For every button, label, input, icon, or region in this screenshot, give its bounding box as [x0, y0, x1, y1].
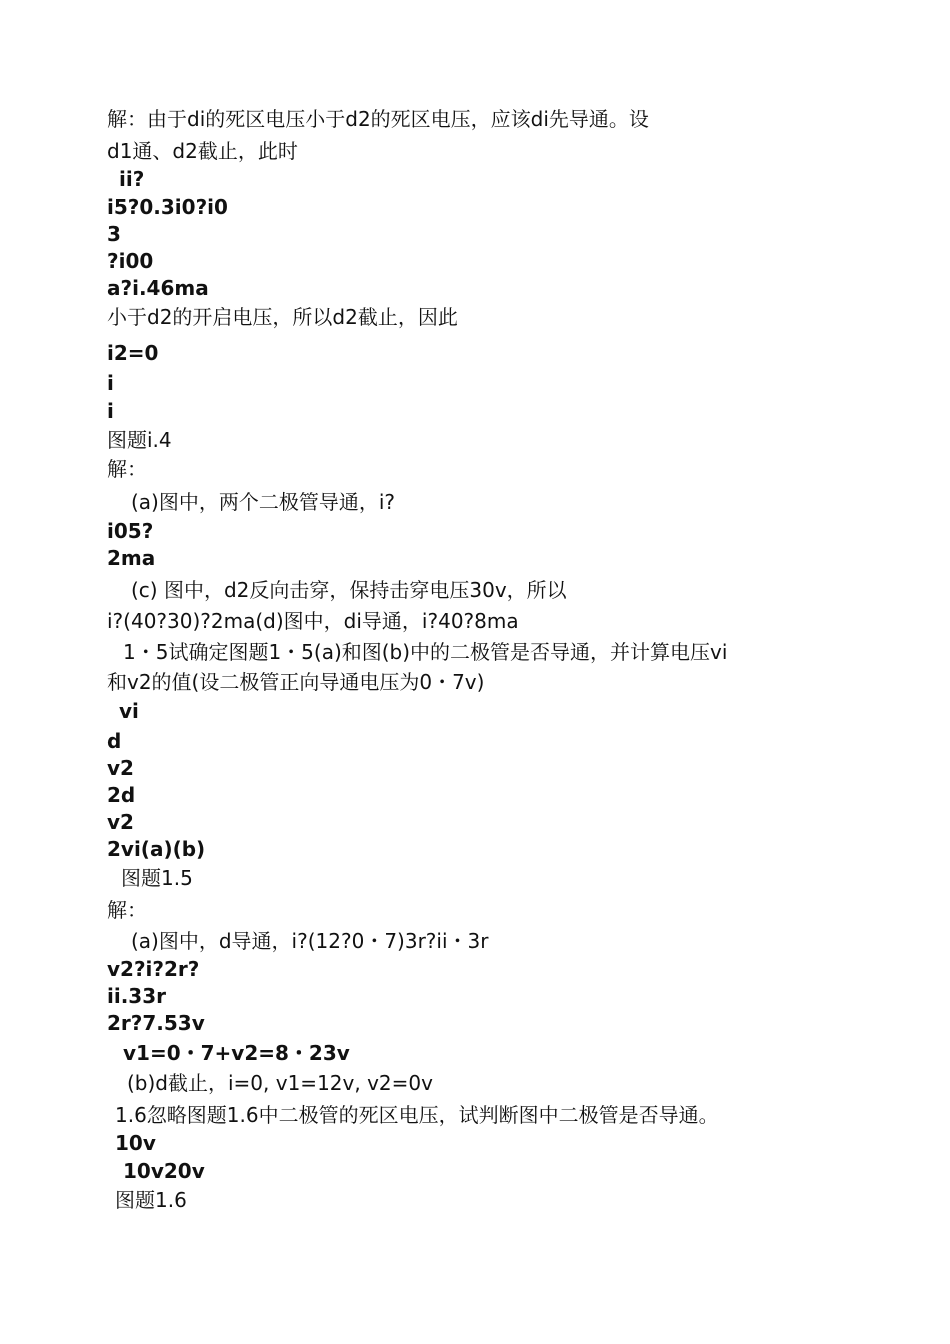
- text-line: ii.33r: [107, 984, 167, 1008]
- text-line: (a)图中，d导通，i?(12?0・7)3r?ii・3r: [131, 929, 489, 953]
- text-line: (a)图中，两个二极管导通，i?: [131, 490, 396, 514]
- text-line: 解：: [107, 457, 147, 481]
- text-line: 解：由于di的死区电压小于d2的死区电压，应该di先导通。设: [107, 107, 649, 131]
- text-line: a?i.46ma: [107, 276, 209, 300]
- text-line: 和v2的值(设二极管正向导通电压为0・7v): [107, 670, 485, 694]
- text-line: 2ma: [107, 546, 156, 570]
- text-line: i: [107, 371, 114, 395]
- text-line: i05?: [107, 519, 154, 543]
- text-line: i2=0: [107, 341, 159, 365]
- text-line: ?i00: [107, 249, 154, 273]
- text-line: 10v: [115, 1131, 156, 1155]
- text-line: 1・5试确定图题1・5(a)和图(b)中的二极管是否导通，并计算电压vi: [123, 640, 728, 664]
- text-line: i: [107, 399, 114, 423]
- text-line: 1.6忽略图题1.6中二极管的死区电压，试判断图中二极管是否导通。: [115, 1103, 719, 1127]
- figure-caption: 图题1.6: [115, 1188, 187, 1212]
- text-line: 10v20v: [123, 1159, 205, 1183]
- figure-caption: 图题i.4: [107, 428, 172, 452]
- text-line: d1通、d2截止，此时: [107, 139, 298, 163]
- text-line: i?(40?30)?2ma(d)图中，di导通，i?40?8ma: [107, 609, 519, 633]
- text-line: 2r?7.53v: [107, 1011, 205, 1035]
- text-line: i5?0.3i0?i0: [107, 195, 228, 219]
- text-line: v2: [107, 810, 134, 834]
- text-line: (c) 图中，d2反向击穿，保持击穿电压30v，所以: [131, 578, 567, 602]
- text-line: 2d: [107, 783, 136, 807]
- text-line: 解：: [107, 898, 147, 922]
- text-line: 3: [107, 222, 121, 246]
- text-line: d: [107, 729, 122, 753]
- text-line: 小于d2的开启电压，所以d2截止，因此: [107, 305, 458, 329]
- figure-caption: 图题1.5: [121, 866, 193, 890]
- text-line: (b)d截止，i=0, v1=12v, v2=0v: [127, 1071, 433, 1095]
- text-line: v2?i?2r?: [107, 957, 200, 981]
- text-line: vi: [119, 699, 139, 723]
- text-line: v1=0・7+v2=8・23v: [123, 1041, 350, 1065]
- text-line: 2vi(a)(b): [107, 837, 206, 861]
- text-line: v2: [107, 756, 134, 780]
- text-line: ii?: [119, 167, 145, 191]
